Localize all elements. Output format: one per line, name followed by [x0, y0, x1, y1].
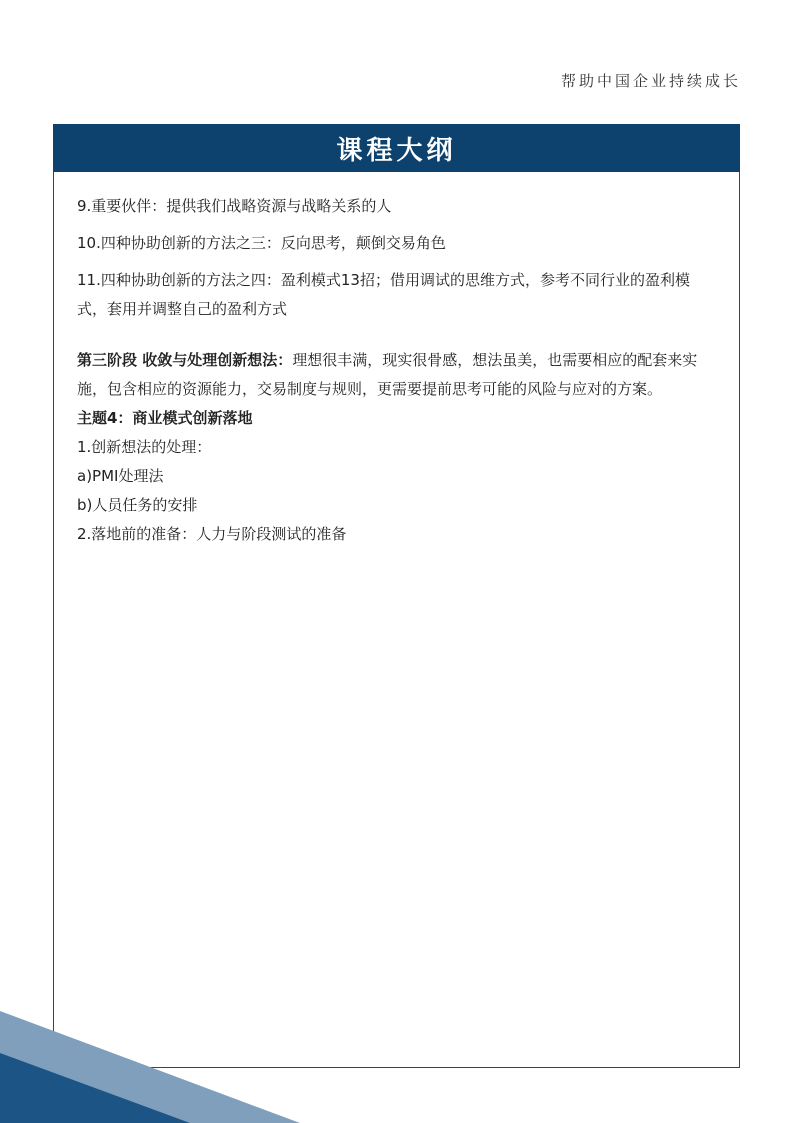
- outline-item-11: 11.四种协助创新的方法之四：盈利模式13招；借用调试的思维方式，参考不同行业的盈利模式，套用并调整自己的盈利方式: [77, 271, 690, 318]
- course-outline-content: [77, 192, 719, 549]
- outline-point-2: 2.落地前的准备：人力与阶段测试的准备: [77, 525, 347, 543]
- header-tagline: 帮助中国企业持续成长: [560, 72, 741, 90]
- outline-item-9: 9.重要伙伴：提供我们战略资源与战略关系的人: [77, 197, 392, 215]
- corner-decoration: [0, 993, 320, 1123]
- outline-item-10: 10.四种协助创新的方法之三：反向思考，颠倒交易角色: [77, 234, 446, 252]
- stage-3-description: 理想很丰满，现实很骨感，想法虽美，也需要相应的配套来实施，包含相应的资源能力，交易制度与规则，更需要提前思考可能的风险与应对的方案。: [77, 351, 698, 398]
- stage-3-paragraph: [77, 346, 719, 404]
- section-title: 课程大纲: [53, 124, 740, 172]
- theme-4-heading: [77, 404, 719, 433]
- outline-point-1a: a)PMI处理法: [77, 467, 164, 485]
- outline-point-1b: b)人员任务的安排: [77, 496, 198, 514]
- outline-point-1: 1.创新想法的处理：: [77, 438, 212, 456]
- theme-4-title: 主题4：商业模式创新落地: [77, 409, 253, 427]
- stage-3-title: 第三阶段 收敛与处理创新想法：: [77, 351, 293, 369]
